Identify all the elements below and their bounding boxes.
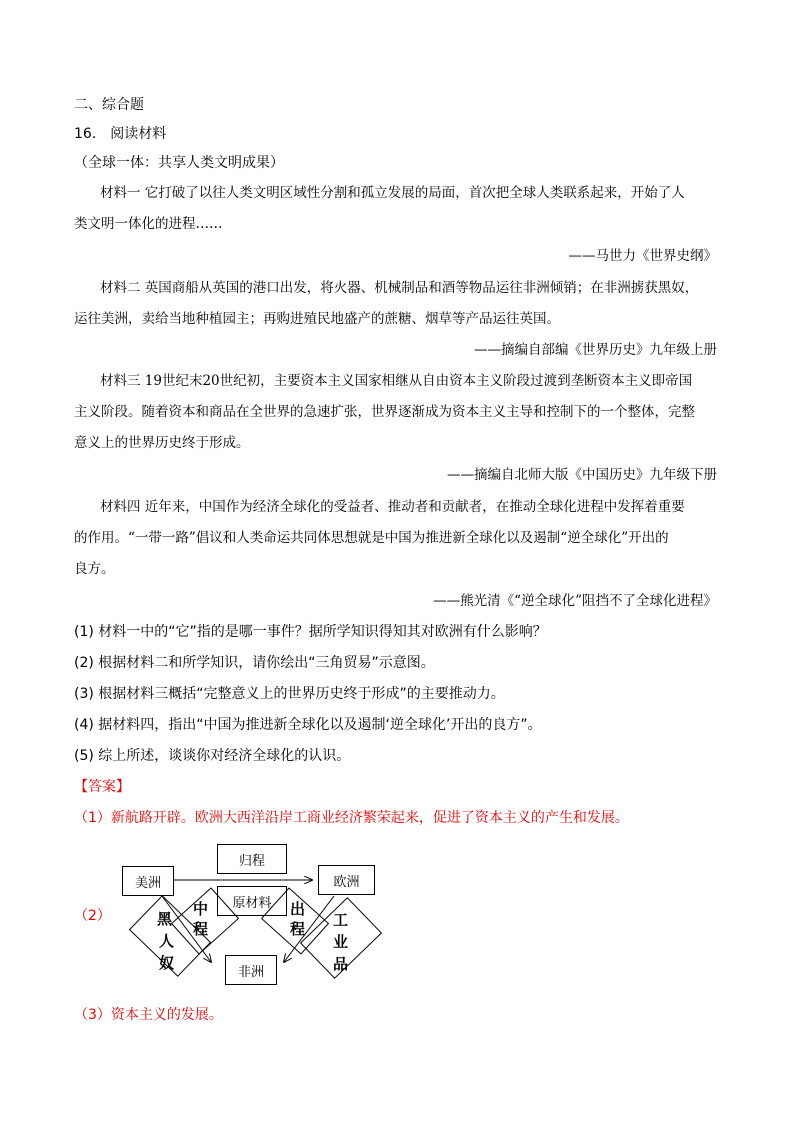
material-2-source: ——摘编自部编《世界历史》九年级上册 xyxy=(474,342,717,358)
europe-box: 欧洲 xyxy=(318,865,375,895)
sub-question-2: (2) 根据材料二和所学知识，请你绘出“三角贸易”示意图。 xyxy=(74,655,435,671)
black-slaves-label: 黑 人 奴 xyxy=(128,904,212,974)
middle-trip-label: 中 程 xyxy=(172,892,238,952)
answer-1: （1）新航路开辟。欧洲大西洋沿岸工商业经济繁荣起来，促进了资本主义的产生和发展。 xyxy=(74,810,629,826)
material-3-line-1: 材料三 19世纪末20世纪初，主要资本主义国家相继从自由资本主义阶段过渡到垄断资本主义即帝国 xyxy=(100,373,693,389)
material-1-source: ——马世力《世界史纲》 xyxy=(568,248,717,264)
answer-2-label: （2） xyxy=(74,908,111,924)
material-4-line-2: 的作用。“一带一路”倡议和人类命运共同体思想就是中国为推进新全球化以及遏制“逆全球化”开出的 xyxy=(74,530,669,546)
material-4-line-1: 材料四 近年来，中国作为经济全球化的受益者、推动者和贡献者，在推动全球化进程中发挥着重要 xyxy=(100,499,685,515)
material-2-line-2: 运往美洲，卖给当地种植园主；再购进殖民地盛产的蔗糖、烟草等产品运往英国。 xyxy=(74,311,560,327)
sub-question-5: (5) 综上所述，谈谈你对经济全球化的认识。 xyxy=(74,748,351,764)
africa-box: 非洲 xyxy=(225,955,277,985)
question-topic: （全球一体：共享人类文明成果） xyxy=(74,155,284,171)
raw-materials-box: 原材料 xyxy=(217,886,287,916)
answer-3: （3）资本主义的发展。 xyxy=(74,1007,223,1023)
return-trip-box: 归程 xyxy=(217,844,287,874)
sub-question-4: (4) 据材料四，指出“中国为推进新全球化以及遏制‘逆全球化’开出的良方”。 xyxy=(74,717,542,733)
america-box: 美洲 xyxy=(122,866,174,896)
industrial-goods-label: 工 业 品 xyxy=(300,903,382,977)
material-3-source: ——摘编自北师大版《中国历史》九年级下册 xyxy=(447,467,717,483)
answer-label: 【答案】 xyxy=(74,779,130,795)
material-3-line-3: 意义上的世界历史终于形成。 xyxy=(74,435,250,451)
material-2-line-1: 材料二 英国商船从英国的港口出发，将火器、机械制品和酒等物品运往非洲倾销；在非洲掳获黑奴， xyxy=(100,280,699,296)
material-4-source: ——熊光清《“逆全球化”阻挡不了全球化进程》 xyxy=(433,593,717,609)
material-4-line-3: 良方。 xyxy=(74,561,115,577)
sub-question-3: (3) 根据材料三概括“完整意义上的世界历史终于形成”的主要推动力。 xyxy=(74,686,505,702)
question-number: 16． xyxy=(74,126,106,142)
outbound-trip-label: 出 程 xyxy=(262,892,328,952)
material-3-line-2: 主义阶段。随着资本和商品在全世界的急速扩张，世界逐渐成为资本主义主导和控制下的一个整体，完整 xyxy=(74,404,695,420)
question-prompt: 阅读材料 xyxy=(110,126,167,142)
material-1-line-2: 类文明一体化的进程…… xyxy=(74,216,223,232)
sub-question-1: (1) 材料一中的“它”指的是哪一事件？据所学知识得知其对欧洲有什么影响？ xyxy=(74,624,547,640)
material-1-line-1: 材料一 它打破了以往人类文明区域性分割和孤立发展的局面，首次把全球人类联系起来，开始了人 xyxy=(100,185,685,201)
section-title: 二、综合题 xyxy=(74,97,144,113)
